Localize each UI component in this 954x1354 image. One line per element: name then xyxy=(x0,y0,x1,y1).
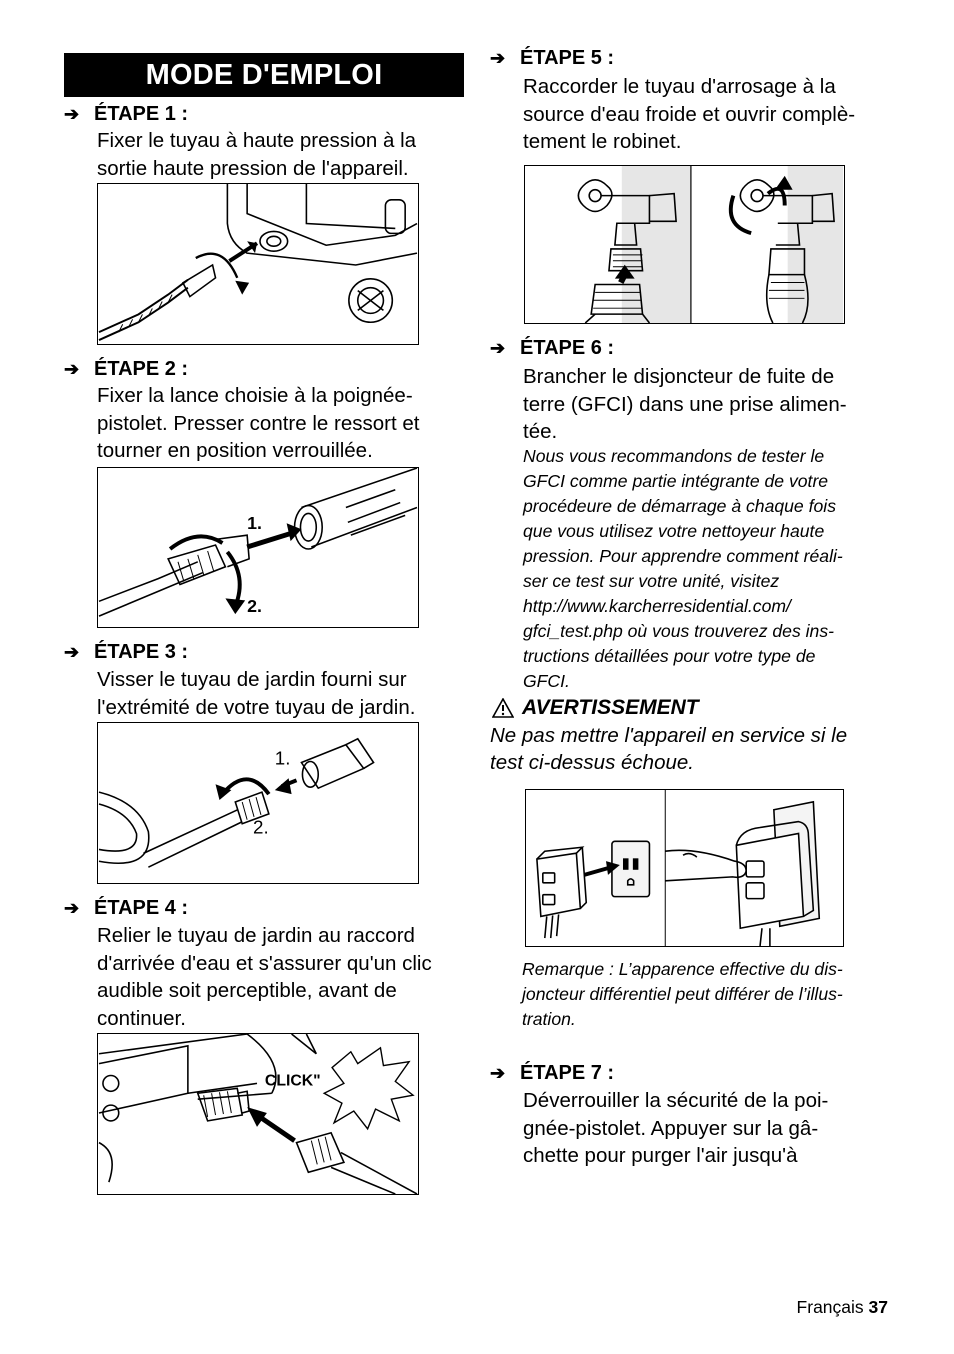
step-3-label-1: 1. xyxy=(274,747,291,769)
step-3-title: ➔ ÉTAPE 3 : xyxy=(64,641,189,663)
step-2-text: Fixer la lance choisie à la poignée- pistolet. Presser contre le ressort et tourner en position verrouillée. xyxy=(97,384,420,462)
page-number: 37 xyxy=(868,1297,888,1317)
step-4-click-label: CLICK" xyxy=(264,1072,321,1090)
warning-title: AVERTISSEMENT xyxy=(492,695,699,721)
step-5-illustration xyxy=(524,165,845,324)
step-2-label-1: 1. xyxy=(247,513,262,534)
step-7-text: Déverrouiller la sécurité de la poi- gnée-pistolet. Appuyer sur la gâ- chette pour purger l'air jusqu'à xyxy=(523,1089,829,1167)
arrow-right-icon: ➔ xyxy=(64,359,80,379)
step-6-text: Brancher le disjoncteur de fuite de terre (GFCI) dans une prise alimen- tée. xyxy=(523,365,847,443)
step-6-title: ➔ ÉTAPE 6 : xyxy=(490,337,615,359)
footer-language: Français xyxy=(796,1297,864,1317)
step-1-illustration xyxy=(97,183,419,345)
warning-triangle-icon xyxy=(492,698,514,718)
step-2-title: ➔ ÉTAPE 2 : xyxy=(64,358,189,380)
section-title: MODE D'EMPLOI xyxy=(64,53,464,97)
arrow-right-icon: ➔ xyxy=(64,642,80,662)
gfci-illustration xyxy=(525,789,844,947)
step-2-label-2: 2. xyxy=(247,596,262,617)
warning-text: Ne pas mettre l'appareil en service si le test ci-dessus échoue. xyxy=(490,724,848,774)
step-4-illustration xyxy=(97,1033,419,1195)
step-3-illustration xyxy=(97,722,419,884)
step-4-text: Relier le tuyau de jardin au raccord d'arrivée d'eau et s'assurer qu'un clic audible soit perceptible, avant de continuer. xyxy=(97,924,432,1030)
arrow-right-icon: ➔ xyxy=(64,104,80,124)
step-1-title: ➔ ÉTAPE 1 : xyxy=(64,103,189,125)
step-1-text: Fixer le tuyau à haute pression à la sortie haute pression de l'appareil. xyxy=(97,129,417,180)
page-footer xyxy=(797,1297,888,1318)
step-2-illustration xyxy=(97,467,419,628)
step-5-title: ➔ ÉTAPE 5 : xyxy=(490,47,615,69)
arrow-right-icon: ➔ xyxy=(64,898,80,918)
step-6-note: Nous vous recommandons de tester le GFCI comme partie intégrante de votre procédeure de démarrage à chaque fois que vous utilisez votre nettoyeur haute pression. Pour apprendre comment réali- ser ce test sur votre unité, visitez http://www.karcherresidential.com/ gfci_test.php où vous trouverez des ins- tructions détaillées pour votre type de GFCI. xyxy=(523,446,843,691)
step-3-text: Visser le tuyau de jardin fourni sur l'extrémité de votre tuyau de jardin. xyxy=(97,668,416,719)
step-7-title: ➔ ÉTAPE 7 : xyxy=(490,1062,615,1084)
arrow-right-icon: ➔ xyxy=(490,1063,506,1083)
step-5-text: Raccorder le tuyau d'arrosage à la source d'eau froide et ouvrir complè- tement le robinet. xyxy=(523,75,856,153)
step-4-title: ➔ ÉTAPE 4 : xyxy=(64,897,189,919)
remark-text: Remarque : L’apparence effective du dis- joncteur différentiel peut différer de l’illus- tration. xyxy=(522,959,843,1029)
arrow-right-icon: ➔ xyxy=(490,338,506,358)
arrow-right-icon: ➔ xyxy=(490,48,506,68)
step-3-label-2: 2. xyxy=(253,816,269,838)
